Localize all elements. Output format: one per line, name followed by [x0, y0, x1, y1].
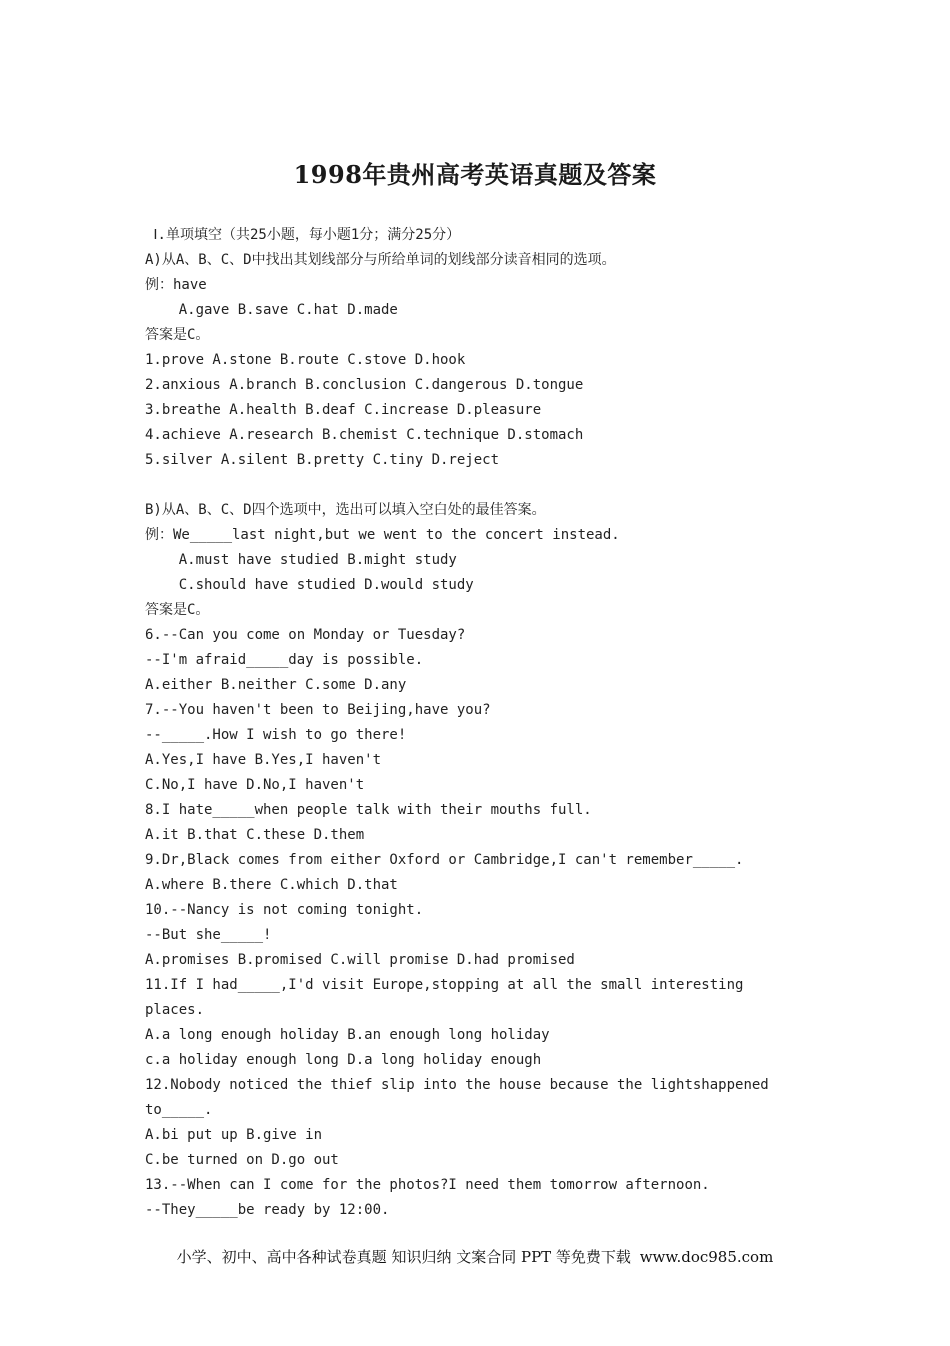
text-line: A.it B.that C.these D.them	[145, 827, 365, 843]
text-line: A.a long enough holiday B.an enough long holiday	[145, 1027, 550, 1043]
text-line: A.gave B.save C.hat D.made	[145, 302, 398, 318]
text-line: 答案是C。	[145, 602, 210, 618]
footer-text: 小学、初中、高中各种试卷真题 知识归纳 文案合同 PPT 等免费下载	[176, 1248, 631, 1266]
text-line: 答案是C。	[145, 327, 210, 343]
text-line: 3.breathe A.health B.deaf C.increase D.pleasure	[145, 402, 542, 418]
text-line: C.No,I have D.No,I haven't	[145, 777, 365, 793]
text-line: A.bi put up B.give in	[145, 1127, 323, 1143]
text-line: 2.anxious A.branch B.conclusion C.dangerous D.tongue	[145, 377, 584, 393]
text-line: --But she_____!	[145, 927, 272, 943]
text-line: 7.--You haven't been to Beijing,have you?	[145, 702, 491, 718]
text-line: Ⅰ.单项填空（共25小题，每小题1分；满分25分）	[145, 227, 461, 243]
text-line: A.must have studied B.might study	[145, 552, 457, 568]
text-line: C.should have studied D.would study	[145, 577, 474, 593]
text-line: places.	[145, 1002, 205, 1018]
page-title: 1998年贵州高考英语真题及答案	[293, 160, 657, 189]
text-line: --_____.How I wish to go there!	[145, 727, 407, 743]
text-line: c.a holiday enough long D.a long holiday enough	[145, 1052, 542, 1068]
text-line: 10.--Nancy is not coming tonight.	[145, 902, 424, 918]
text-line: 12.Nobody noticed the thief slip into the house because the lightshappened	[145, 1077, 769, 1093]
text-line	[145, 473, 805, 498]
text-line: 例：We_____last night,but we went to the concert instead.	[145, 527, 620, 543]
text-line: 8.I hate_____when people talk with their mouths full.	[145, 802, 592, 818]
text-line: A.Yes,I have B.Yes,I haven't	[145, 752, 382, 768]
text-line: 4.achieve A.research B.chemist C.technique D.stomach	[145, 427, 584, 443]
document-body	[145, 223, 805, 1223]
text-line: 例：have	[145, 277, 207, 293]
text-line: 13.--When can I come for the photos?I need them tomorrow afternoon.	[145, 1177, 710, 1193]
text-line: 6.--Can you come on Monday or Tuesday?	[145, 627, 466, 643]
footer-link[interactable]: www.doc985.com	[639, 1248, 774, 1266]
text-line: --They_____be ready by 12:00.	[145, 1202, 390, 1218]
text-line: A.where B.there C.which D.that	[145, 877, 398, 893]
text-line: 9.Dr,Black comes from either Oxford or Cambridge,I can't remember_____.	[145, 852, 744, 868]
text-line: --I'm afraid_____day is possible.	[145, 652, 424, 668]
text-line: 11.If I had_____,I'd visit Europe,stopping at all the small interesting	[145, 977, 744, 993]
text-line: to_____.	[145, 1102, 213, 1118]
text-line: 1.prove A.stone B.route C.stove D.hook	[145, 352, 466, 368]
text-line: C.be turned on D.go out	[145, 1152, 339, 1168]
page-footer	[0, 1246, 950, 1267]
text-line: A.either B.neither C.some D.any	[145, 677, 407, 693]
text-line: 5.silver A.silent B.pretty C.tiny D.reject	[145, 452, 500, 468]
text-line: B)从A、B、C、D四个选项中，选出可以填入空白处的最佳答案。	[145, 502, 546, 518]
text-line: A.promises B.promised C.will promise D.had promised	[145, 952, 575, 968]
text-line: A)从A、B、C、D中找出其划线部分与所给单词的划线部分读音相同的选项。	[145, 252, 616, 268]
